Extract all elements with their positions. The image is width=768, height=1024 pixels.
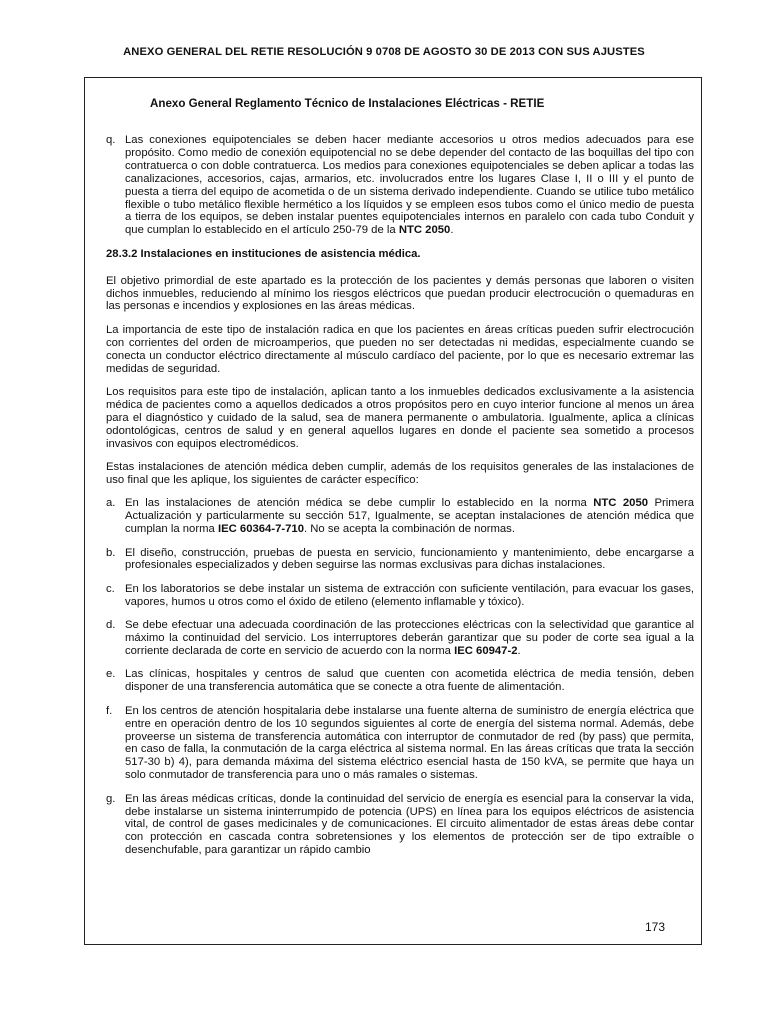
list-item-d (106, 619, 694, 658)
paragraph: La importancia de este tipo de instalación radica en que los pacientes en áreas críticas pueden sufrir electrocución con corrientes del orden de microamperios, que pueden no ser detectadas ni medidas, especialmente cuando se conecta un conductor eléctrico directamente al músculo cardíaco del paciente, por lo que es necesario extremar las medidas de seguridad. (106, 323, 694, 375)
list-marker: q. (106, 134, 116, 146)
section-title: 28.3.2 Instalaciones en instituciones de asistencia médica. (106, 247, 421, 260)
standard-reference: IEC 60364-7-710 (217, 523, 304, 536)
text-run: Se debe efectuar una adecuada coordinación de las protecciones eléctricas con la selectividad que garantice al máximo la continuidad del servicio. Los interruptores deberán garantizar que su poder de corte sea igual a la corriente declarada de corte en servicio de acuerdo con la norma (125, 619, 694, 657)
document-title: Anexo General Reglamento Técnico de Instalaciones Eléctricas - RETIE (150, 97, 545, 110)
list-item-q (106, 134, 694, 237)
text-run: En las instalaciones de atención médica se debe cumplir lo establecido en la norma (125, 497, 594, 510)
page-header: ANEXO GENERAL DEL RETIE RESOLUCIÓN 9 0708 DE AGOSTO 30 DE 2013 CON SUS AJUSTES (123, 46, 645, 58)
list-item-a (106, 497, 694, 536)
text-run: . No se acepta la combinación de normas. (303, 523, 515, 536)
text-run: . (517, 645, 521, 657)
paragraph: El objetivo primordial de este apartado es la protección de los pacientes y demás personas que laboren o visiten dichos inmuebles, reduciendo al mínimo los riesgos eléctricos que puedan producir electrocución o quemaduras en las personas e incendios y explosiones en las áreas médicas. (106, 274, 694, 313)
text-run: Primera Actualización y particularmente su sección 517, Igualmente, se aceptan instalaciones de atención médica que cumplan la norma (125, 497, 694, 536)
list-item-g (106, 793, 694, 858)
list-item-b (106, 547, 694, 573)
list-item-text (125, 134, 694, 237)
list-item-text: En las áreas médicas críticas, donde la continuidad del servicio de energía es esencial para la conservar la vida, debe instalarse un sistema ininterrumpido de potencia (UPS) en línea para los equipos eléctricos de asistencia vital, de control de gases medicinales y de comunicaciones. El circuito alimentador de estas áreas debe contar con protección en cascada contra sobretensiones y los elementos de protección ser de tipo extraíble o desenchufable, para garantizar un rápido cambio (125, 792, 694, 857)
text-run: Las conexiones equipotenciales se deben hacer mediante accesorios u otros medios adecuados para ese propósito. Como medio de conexión equipotencial no se debe depender del contacto de las boquillas del tipo con contratuerca o con doble contratuerca. Los medios para conexiones equipotenciales se deben aplicar a todas las canalizaciones, accesorios, cajas, armarios, etc. involucrados entre los lugares Clase I, II o III y el punto de puesta a tierra del equipo de acometida o de un sistema derivado independiente. Cuando se utilice tubo metálico flexible o tubo metálico flexible hermético a los líquidos y se empleen esos tubos como el único medio de puesta a tierra de los equipos, se deben instalar puentes equipotenciales internos en paralelo con cada tubo Conduit y que cumplan lo establecido en el artículo 250-79 de la (125, 134, 694, 237)
standard-reference: NTC 2050 (593, 497, 649, 510)
list-item-text: El diseño, construcción, pruebas de puesta en servicio, funcionamiento y mantenimiento, debe encargarse a profesionales especializados y deben seguirse las normas exclusivas para dichas instalaciones. (125, 546, 694, 572)
paragraph: Los requisitos para este tipo de instalación, aplican tanto a los inmuebles dedicados exclusivamente a la asistencia médica de pacientes como a aquellos dedicados a otros propósitos pero en cuyo interior funcione al menos un área para el diagnóstico y cuidado de la salud, sea de manera permanente o ambulatoria. Igualmente, aplica a clínicas odontológicas, centros de salud y en general aquellos lugares en donde el paciente sea sometido a procesos invasivos con equipos electromédicos. (106, 386, 694, 450)
paragraph: Estas instalaciones de atención médica deben cumplir, además de los requisitos generales de las instalaciones de uso final que les aplique, los siguientes de carácter específico: (106, 461, 694, 486)
list-marker: f. (106, 704, 113, 717)
list-marker: c. (106, 582, 115, 595)
list-item-text: Las clínicas, hospitales y centros de salud que cuenten con acometida eléctrica de media tensión, deben disponer de una transferencia automática que se conecte a otra fuente de alimentación. (125, 668, 694, 694)
list-marker: e. (106, 668, 116, 681)
list-item-f (106, 705, 694, 782)
list-item-text: En los centros de atención hospitalaria debe instalarse una fuente alterna de suministro de energía eléctrica que entre en operación dentro de los 10 segundos siguientes al corte de energía del sistema normal. Además, debe proveerse un sistema de transferencia automática con interruptor de conmutador de red (by pass) que permita, en caso de falla, la conmutación de la carga eléctrica al sistema normal. En las áreas críticas que trata la sección 517-30 b) 4), para demanda máxima del sistema eléctrico esencial hasta de 150 kVA, se permite que haya un solo conmutador de transferencia para uno o más ramales o sistemas. (125, 704, 694, 782)
text-run: . (450, 224, 454, 237)
list-item-e (106, 668, 694, 694)
list-item-c (106, 583, 694, 609)
list-item-text (125, 619, 694, 658)
standard-reference: IEC 60947-2 (454, 645, 518, 657)
standard-reference: NTC 2050 (398, 224, 451, 237)
document-body (106, 134, 694, 868)
list-item-text (125, 497, 694, 536)
list-marker: d. (106, 619, 116, 632)
list-item-text: En los laboratorios se debe instalar un sistema de extracción con suficiente ventilación, para evacuar los gases, vapores, humos u otros como el óxido de etileno (elemento inflamable y tóxico). (125, 582, 694, 608)
page-number: 173 (645, 920, 666, 934)
list-marker: b. (106, 546, 116, 559)
list-marker: g. (106, 792, 116, 805)
list-marker: a. (106, 497, 116, 510)
